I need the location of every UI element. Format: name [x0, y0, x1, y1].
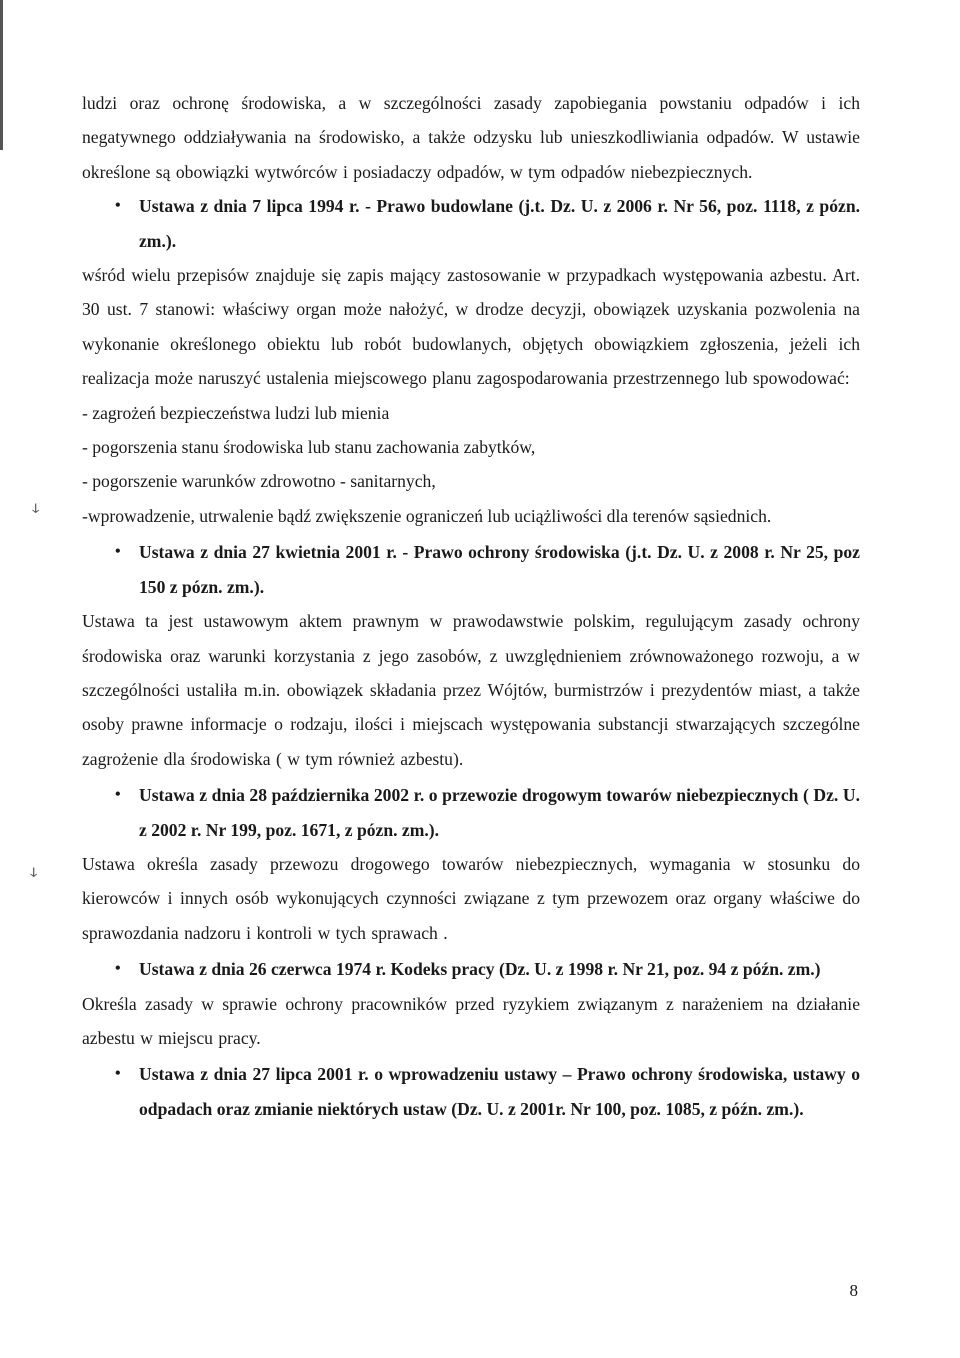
margin-mark-1: ↆ — [32, 502, 40, 517]
bullet-icon: • — [115, 197, 121, 215]
dash-item-environment: - pogorszenia stanu środowiska lub stanu zachowania zabytków, — [82, 437, 536, 458]
dash-item-safety: - zagrożeń bezpieczeństwa ludzi lub mienia — [82, 402, 390, 423]
dash-item-restrictions: -wprowadzenie, utrwalenie bądź zwiększenie ograniczeń lub uciążliwości dla terenów sąsiednich. — [82, 505, 772, 526]
bullet-icon: • — [115, 1065, 121, 1083]
page-content — [82, 86, 860, 1126]
law-item-labour-code — [82, 952, 860, 986]
bullet-icon: • — [115, 960, 121, 978]
paragraph-labour-code: Określa zasady w sprawie ochrony pracowników przed ryzykiem związanym z narażeniem na działanie azbestu w miejscu pracy. — [82, 993, 860, 1048]
scan-binding-edge — [0, 0, 3, 150]
law-title: Ustawa z dnia 27 lipca 2001 r. o wprowadzeniu ustawy – Prawo ochrony środowiska, ustawy o odpadach oraz zmianie niektórych ustaw (Dz. U. z 2001r. Nr 100, poz. 1085, z późn. zm.). — [139, 1064, 860, 1119]
law-item-road-transport — [82, 778, 860, 847]
law-title: Ustawa z dnia 26 czerwca 1974 r. Kodeks pracy (Dz. U. z 1998 r. Nr 21, poz. 94 z późn. zm.) — [139, 959, 821, 980]
dash-item-sanitary: - pogorszenie warunków zdrowotno - sanitarnych, — [82, 471, 436, 492]
law-title: Ustawa z dnia 27 kwietnia 2001 r. - Prawo ochrony środowiska (j.t. Dz. U. z 2008 r. Nr 25, poz 150 z pózn. zm.). — [139, 542, 860, 597]
law-item-environment-protection — [82, 535, 860, 604]
law-item-building-law — [82, 189, 860, 258]
paragraph-transport-law: Ustawa określa zasady przewozu drogowego towarów niebezpiecznych, wymagania w stosunku do kierowców i innych osób wykonujących czynności związane z tym przewozem oraz organy właściwe do sprawozdania nadzoru i kontroli w tych sprawach . — [82, 853, 860, 943]
margin-mark-2: ↆ — [30, 866, 38, 881]
law-item-introduction-act — [82, 1057, 860, 1126]
page-number: 8 — [849, 1281, 858, 1300]
paragraph-waste-intro: ludzi oraz ochronę środowiska, a w szczególności zasady zapobiegania powstaniu odpadów i ich negatywnego oddziaływania na środowisko, a także odzysku lub unieszkodliwiania odpadów. W ustawie określone są obowiązki wytwórców i posiadaczy odpadów, w tym odpadów niebezpiecznych. — [82, 93, 860, 182]
law-title: Ustawa z dnia 7 lipca 1994 r. - Prawo budowlane (j.t. Dz. U. z 2006 r. Nr 56, poz. 1118, z pózn. zm.). — [139, 196, 860, 251]
bullet-icon: • — [115, 786, 121, 804]
paragraph-environment-law: Ustawa ta jest ustawowym aktem prawnym w prawodawstwie polskim, regulującym zasady ochrony środowiska oraz warunki korzystania z jego zasobów, z uwzględnieniem zrównoważonego rozwoju, a w szczególności ustaliła m.in. obowiązek składania przez Wójtów, burmistrzów i prezydentów miast, a także osoby prawne informacje o rodzaju, ilości i miejscach występowania substancji stwarzających szczególne zagrożenie dla środowiska ( w tym również azbestu). — [82, 611, 860, 769]
bullet-icon: • — [115, 543, 121, 561]
law-title: Ustawa z dnia 28 października 2002 r. o przewozie drogowym towarów niebezpiecznych ( Dz. U. z 2002 r. Nr 199, poz. 1671, z pózn. zm.). — [139, 785, 860, 840]
paragraph-asbestos-provision: wśród wielu przepisów znajduje się zapis mający zastosowanie w przypadkach występowania azbestu. Art. 30 ust. 7 stanowi: właściwy organ może nałożyć, w drodze decyzji, obowiązek uzyskania pozwolenia na wykonanie określonego obiektu lub robót budowlanych, objętych obowiązkiem zgłoszenia, jeżeli ich realizacja może naruszyć ustalenia miejscowego planu zagospodarowania przestrzennego lub spowodować: — [82, 265, 860, 389]
